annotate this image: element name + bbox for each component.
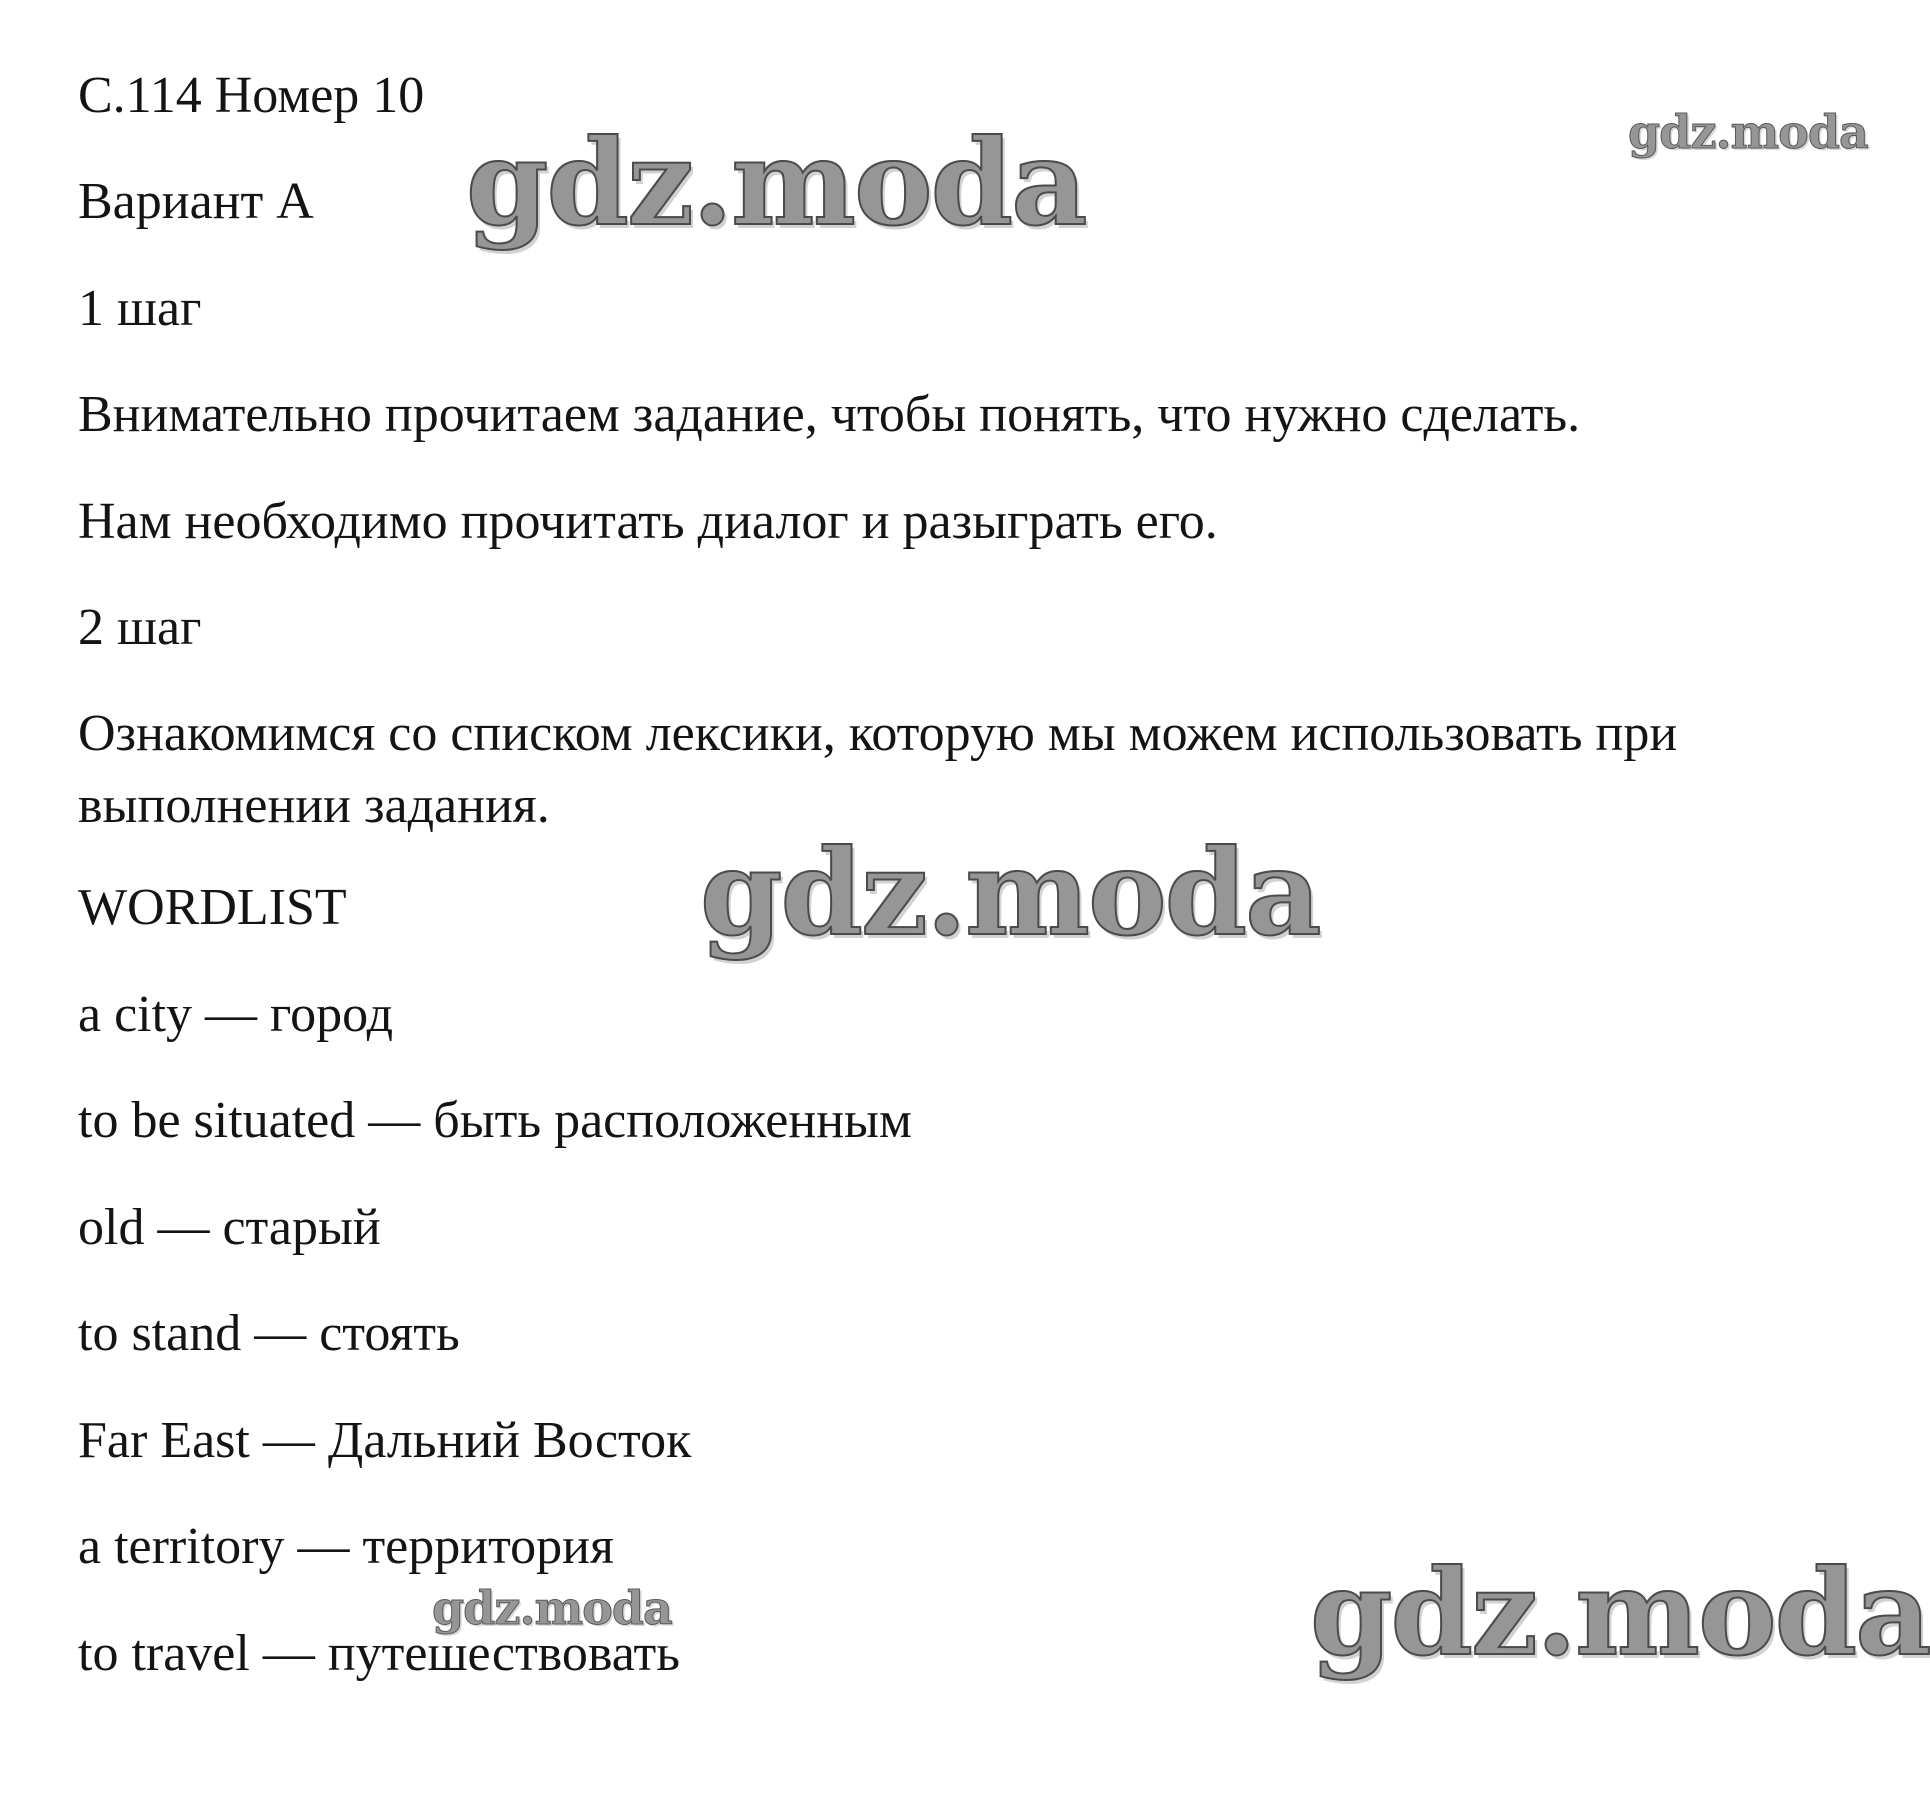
- watermark-logo: gdz.moda: [466, 113, 1086, 252]
- step-2-paragraph: [78, 698, 1908, 842]
- wordlist-item: Far East — Дальний Восток: [78, 1412, 692, 1469]
- wordlist-item: to be situated — быть расположенным: [78, 1092, 912, 1149]
- step-2-title: 2 шаг: [78, 599, 202, 656]
- watermark-logo: gdz.moda: [700, 823, 1320, 962]
- watermark-logo-small: gdz.moda: [432, 1581, 672, 1635]
- step-1-paragraph-1: Внимательно прочитаем задание, чтобы понять, что нужно сделать.: [78, 386, 1581, 443]
- wordlist-item: old — старый: [78, 1199, 381, 1256]
- wordlist-item: a city — город: [78, 986, 394, 1043]
- step-1-title: 1 шаг: [78, 280, 202, 337]
- watermark-logo: gdz.moda: [1310, 1543, 1930, 1682]
- wordlist-item: to travel — путешествовать: [78, 1625, 680, 1682]
- variant-label: Вариант А: [78, 173, 314, 230]
- step-2-paragraph-line-1: Ознакомимся со списком лексики, которую мы можем использовать при: [78, 705, 1678, 762]
- page-reference: С.114 Номер 10: [78, 67, 425, 124]
- wordlist-item: a territory — территория: [78, 1518, 614, 1575]
- watermark-logo-small: gdz.moda: [1628, 105, 1868, 159]
- step-2-paragraph-line-2: выполнении задания.: [78, 777, 550, 834]
- step-1-paragraph-2: Нам необходимо прочитать диалог и разыграть его.: [78, 493, 1218, 550]
- wordlist-item: to stand — стоять: [78, 1305, 460, 1362]
- wordlist-title: WORDLIST: [78, 879, 347, 936]
